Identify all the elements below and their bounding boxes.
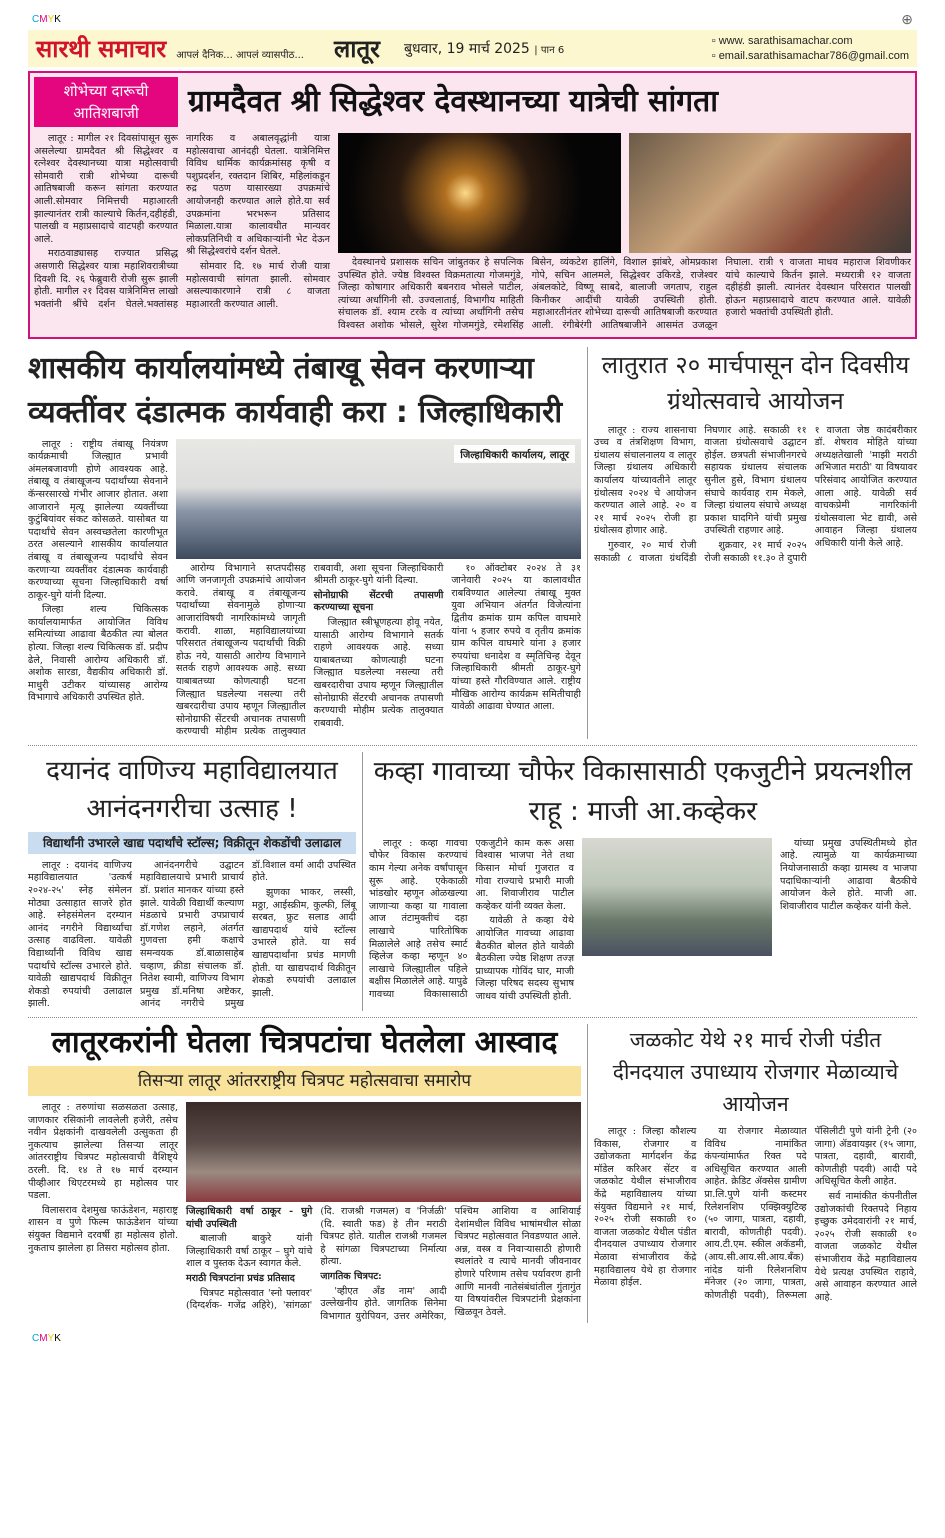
- kavha-body-2: यांच्या प्रमुख उपस्थितीमध्ये होत आहे. त्यामुळे या कार्यक्रमाच्या नियोजनासाठी कव्हा ग्रामस्थ व भाजपा पदाधिकाऱ्यांनी आढावा बैठकीचे आयोजन केले होते. माजी आ. शिवाजीराव पाटील कव्हेकर यांनी केले.: [780, 837, 917, 912]
- kavha-body-1: लातूर : कव्हा गावचा चौफेर विकास करण्याचं काम गेल्या अनेक वर्षांपासून सुरू आहे. एकेकाळी भांडखोर म्हणून ओळखल्या जाणाऱ्या कव्हा या गावाला आज तंटामुक्तीचं दहा लाखाचे पारितोषिक मिळालेले आहे तसेच स्मार्ट व्हिलेज कव्हा म्हणून ४० लाखाचे जिल्ह्यातील पहिले बक्षीस मिळालेले आहे. यापुढे गावच्या विकासासाठी एकजुटीने काम करू असा विश्वास भाजपा नेते तथा किसान मोर्चा गुजरात व गोवा राज्याचे प्रभारी माजी आ. शिवाजीराव पाटील कव्हेकर यांनी व्यक्त केला. यावेळी ते कव्हा येथे आयोजित गावच्या आढावा बैठकीत बोलत होते यावेळी बैठकीला ज्येष्ठ शिक्षण तज्ज्ञ प्राध्यापक गोविंद घार, माजी जिल्हा परिषद सदस्य सुभाष जाधव यांची उपस्थिती होती.: [369, 837, 574, 1002]
- cmyk-mark-bottom: CMYK: [32, 1332, 61, 1344]
- lead-body-2: देवस्थानचे प्रशासक सचिन जांबुतकर हे सपत्निक उपस्थित होते. ज्येष्ठ विश्वस्त विक्रमतात्या गोजमगुंडे, जिल्हा कोषागार अधिकारी बबनराव भोसले पाटील, त्यांच्या अर्धांगिनी सौ. उज्वलाताई, विभागीय माहिती संचालक डॉ. श्याम टरके व त्यांच्या अर्धांगिनी तसेच विश्वस्त अशोक भोसले, सुरेश गोजमगुंडे, रमेशसिंह बिसेन, व्यंकटेश हालिंगे, विशाल झांबरे, ओमप्रकाश गोपे, सचिन आलमले, सिद्धेश्वर उकिरडे, राजेश्वर अंबलकोटे, विष्णू साबदे, बालाजी जगताप, राहुल किनीकर आदींची यावेळी उपस्थिती होती. महाआरतीनंतर शोभेच्या दारूची आतिषबाजी करण्यात आली. रंगीबेरंगी आतिषबाजीने आसमंत उजळून निघाला. रात्री ९ वाजता माधव महाराज शिवणीकर यांचे काल्याचे किर्तन झाले. मध्यरात्री १२ वाजता दहीहंडी झाली. त्यानंतर देवस्थान परिसरात पालखी होऊन महाप्रसादाचे वाटप करण्यात आले. यावेळी हजारो भक्तांची उपस्थिती होती.: [338, 257, 911, 331]
- issue-date: बुधवार, 19 मार्च 2025 | पान 6: [403, 41, 565, 57]
- temple-aarti-photo: [629, 133, 912, 253]
- section-tobacco-granthotsav: [28, 347, 917, 739]
- tobacco-body-2: आरोग्य विभागाने सप्तपदीसह आणि जनजागृती उपक्रमांचे आयोजन करावे. तंबाखू व तंबाखूजन्य पदार्थांच्या सेवनामुळे होणाऱ्या आजारांविषयी नागरिकांमध्ये जागृती करावी. शाळा, महाविद्यालयांच्या परिसरात तंबाखूजन्य पदार्थांची विक्री होऊ नये, यासाठी आरोग्य विभागाने सतर्क राहणे आवश्यक आहे. सध्या याबाबतच्या कोणत्याही घटना जिल्ह्यात घडलेल्या नसल्या तरी खबरदारीचा उपाय म्हणून जिल्ह्यातील सोनोग्राफी सेंटरची अचानक तपासणी करण्याची मोहीम प्रत्येक तालुक्यात राबवावी, अशा सूचना जिल्हाधिकारी श्रीमती ठाकूर-घुगे यांनी दिल्या. सोनोग्राफी सेंटरची तपासणी करण्याच्या सूचना जिल्ह्यात स्त्रीभ्रूणहत्या होवू नयेत, यासाठी आरोग्य विभागाने सतर्क राहणे आवश्यक आहे. सध्या याबाबतच्या कोणत्याही घटना जिल्ह्यात घडलेल्या नसल्या तरी खबरदारीचा उपाय म्हणून जिल्ह्यातील सोनोग्राफी सेंटरची अचानक तपासणी करण्याची मोहीम प्रत्येक तालुक्यात राबवावी. १० ऑक्टोबर २०२४ ते ३१ जानेवारी २०२५ या कालावधीत राबविण्यात आलेल्या तंबाखू मुक्त युवा अभियान अंतर्गत विजेत्यांना द्वितीय क्रमांक ग्राम कपिल वाघमारे यांना ५ हजार रुपये व तृतीय क्रमांक ग्राम कपिल वाघमारे यांना ३ हजार रुपयांचा धनादेश व स्मृतिचिन्ह देवून जिल्हाधिकारी श्रीमती ठाकूर-घुगे यांच्या हस्ते गौरविण्यात आले. राष्ट्रीय मौखिक आरोग्य कार्यक्रम समितीचाही यावेळी आढावा घेण्यात आला.: [176, 562, 581, 738]
- dayanand-body: लातूर : दयानंद वाणिज्य महाविद्यालयात 'उत्कर्ष २०२४-२५' स्नेह संमेलन मोठ्या उत्साहात साजरे होत आहे. स्नेहसंमेलन दरम्यान आनंद नगरीने विद्यार्थ्यांचा उत्साह वाढविला. यावेळी विद्यार्थ्यांनी विविध खाद्य पदार्थांचे स्टॉल्स उभारले होते. यावेळी खाद्यपदार्थ विक्रीतून शेकडो रुपयांची उलाढाल झाली. आनंदनगरीचे उद्घाटन महाविद्यालयाचे प्रभारी प्राचार्य डॉ. प्रशांत मानकर यांच्या हस्ते झाले. यावेळी विद्यार्थी कल्याण मंडळाचे प्रभारी उपप्राचार्य डॉ.गणेश लहाने, अंतर्गत गुणवत्ता हमी कक्षाचे समन्वयक डॉ.बाळासाहेब चव्हाण, क्रीडा संचालक डॉ. नितेश स्वामी, वाणिज्य विभाग प्रमुख डॉ.मनिषा अष्टेकर, आनंद नगरीचे प्रमुख डॉ.विशाल वर्मा आदी उपस्थित होते. झुणका भाकर, लस्सी, मठ्ठा, आईस्क्रीम, कुल्फी, लिंबू सरबत, फ्रुट सलाड आदी खाद्यपदार्थ यांचे स्टॉल्स उभारले होते. या सर्व खाद्यपदार्थांना प्रचंड मागणी होती. या खाद्यपदार्थ विक्रीतून शेकडो रुपयांची उलाढाल झाली.: [28, 859, 356, 1010]
- contact-info: [712, 34, 909, 64]
- film-subhead-collector: जिल्हाधिकारी वर्षा ठाकूर - घुगे यांची उपस्थिती: [186, 1206, 313, 1230]
- granthotsav-headline: लातुरात २० मार्चपासून दोन दिवसीय ग्रंथोत्सवाचे आयोजन: [601, 350, 910, 415]
- lead-headline: ग्रामदैवत श्री सिद्धेश्वर देवस्थानच्या यात्रेची सांगता: [188, 84, 718, 119]
- dayanand-strap: विद्यार्थांनी उभारले खाद्य पदार्थांचे स्टॉल्स; विक्रीतून शेकडोंची उलाढाल: [28, 832, 356, 854]
- film-subhead-world: जागतिक चित्रपट:: [320, 1270, 382, 1282]
- jalkot-article: [594, 1024, 917, 1323]
- lead-media-column: [338, 133, 911, 333]
- kavha-article: [369, 752, 917, 1011]
- lead-article: [28, 71, 917, 339]
- edition-city: लातूर: [333, 35, 380, 63]
- photo-caption: जिल्हाधिकारी कार्यालय, लातूर: [454, 445, 575, 463]
- kavha-headline: कव्हा गावाच्या चौफेर विकासासाठी एकजुटीने प्रयत्नशील राहू : माजी आ.कव्हेकर: [373, 755, 913, 827]
- film-body-1: लातूर : तरुणांचा सळसळता उत्साह, जाणकार रसिकांनी लावलेली हजेरी, तसेच नवीन प्रेक्षकांनी दाखवलेली उत्सुकता ही नुकत्याच झालेल्या तिसऱ्या लातूर आंतरराष्ट्रीय चित्रपट महोत्सवाची वैशिष्ट्ये ठरली. दि. १४ ते १७ मार्च दरम्यान पीव्हीआर थिएटरमध्ये हा महोत्सव पार पडला. विलासराव देशमुख फाऊंडेशन, महाराष्ट्र शासन व पुणे फिल्म फाऊंडेशन यांच्या संयुक्त विद्यमाने दरवर्षी हा महोत्सव होतो. नुकताच झालेला हा तिसरा महोत्सव होता.: [28, 1102, 178, 1254]
- granthotsav-body: लातूर : राज्य शासनाचा उच्च व तंत्रशिक्षण विभाग, ग्रंथालय संचालनालय व लातूर जिल्हा ग्रंथालय अधिकारी कार्यालय यांच्यावतीने लातूर ग्रंथोत्सव २०२४ चे आयोजन करण्यात आले आहे. २० व २१ मार्च २०२५ रोजी हा ग्रंथोत्सव होणार आहे. गुरुवार, २० मार्च रोजी सकाळी ८ वाजता ग्रंथदिंडी निघणार आहे. सकाळी ११ वाजता ग्रंथोत्सवाचे उद्घाटन होईल. छत्रपती संभाजीनगरचे सहायक ग्रंथालय संचालक सुनील हुसे, विभाग ग्रंथालय संघाचे कार्यवाह राम मेकले, जिल्हा ग्रंथालय संघाचे अध्यक्ष प्रकाश घादगिने यांची प्रमुख उपस्थिती राहणार आहे. शुक्रवार, २१ मार्च २०२५ रोजी सकाळी ११.३० ते दुपारी १ वाजता जेष्ठ कादंबरीकार डॉ. शेषराव मोहिते यांच्या अध्यक्षतेखाली 'माझी मराठी अभिजात मराठी' या विषयावर परिसंवाद आयोजित करण्यात आला आहे. यावेळी सर्व वाचकप्रेमी नागरिकांनी ग्रंथोत्सवाला भेट द्यावी, असे आवाहन जिल्हा ग्रंथालय अधिकारी यांनी केले आहे.: [594, 424, 917, 564]
- section-divider: [28, 745, 917, 746]
- film-festival-photo: [186, 1102, 581, 1202]
- film-subhead-marathi: मराठी चित्रपटांना प्रचंड प्रतिसाद: [186, 1272, 295, 1284]
- tobacco-article: [28, 347, 581, 739]
- granthotsav-article: [594, 347, 917, 739]
- film-strap: तिसऱ्या लातूर आंतरराष्ट्रीय चित्रपट महोत्सवाचा समारोप: [28, 1066, 581, 1096]
- dayanand-headline: दयानंद वाणिज्य महाविद्यालयात आनंदनगरीचा उत्साह !: [46, 755, 338, 824]
- lead-body-1: लातूर : मागील २१ दिवसांपासून सुरू असलेल्या ग्रामदैवत श्री सिद्धेश्वर व रत्नेश्वर देवस्थानच्या यात्रा महोत्सवाची सोमवारी रात्री शोभेच्या दारूची आतिषबाजी करून सांगता करण्यात आली.सोमवार निमित्तची महाआरती झाल्यानंतर रात्री काल्याचे किर्तन,दहीहंडी, पालखी व महाप्रसादाचे वाटपही करण्यात आले. मराठवाड्यासह राज्यात प्रसिद्ध असणारी सिद्धेश्वर यात्रा महाशिवरात्रीच्या दिवशी दि. २६ फेब्रुवारी रोजी सुरू झाली होती. मागील २१ दिवस यात्रेनिमित्त लाखो भक्तांनी श्रींचे दर्शन घेतले.भक्तांसह नागरिक व अबालवृद्धांनी यात्रा महोत्सवाचा आनंदही घेतला. यात्रेनिमित्त विविध धार्मिक कार्यक्रमांसह कृषी व पशुप्रदर्शन, रक्तदान शिबिर, महिलांकडून रुद्र पठण यासारख्या उपक्रमांचे आयोजनही करण्यात आले होते.या सर्व उपक्रमांना भरभरून प्रतिसाद मिळाला.यात्रा कालावधीत मान्यवर लोकप्रतिनिधी व अधिकाऱ्यांनी भेट देऊन श्री सिद्धेश्वरांचे दर्शन घेतले. सोमवार दि. १७ मार्च रोजी यात्रा महोत्सवाची सांगता झाली. सोमवार असल्याकारणाने रात्री ८ वाजता महाआरती करण्यात आली.: [34, 133, 330, 310]
- masthead: [28, 30, 917, 67]
- tobacco-subhead: सोनोग्राफी सेंटरची तपासणी करण्याच्या सूचना: [313, 589, 444, 614]
- fireworks-photo: [338, 133, 621, 253]
- column-divider: [362, 752, 363, 1011]
- tobacco-headline: शासकीय कार्यालयांमध्ये तंबाखू सेवन करणाऱ्या व्यक्तींवर दंडात्मक कार्यवाही करा : जिल्हाधिकारी: [28, 350, 563, 430]
- jalkot-headline: जळकोट येथे २१ मार्च रोजी पंडीत दीनदयाल उपाध्याय रोजगार मेळाव्याचे आयोजन: [612, 1028, 899, 1116]
- film-headline: लातूरकरांनी घेतला चित्रपटांचा घेतलेला आस्वाद: [51, 1025, 558, 1060]
- website-link[interactable]: ▫ www. sarathisamachar.com: [711, 34, 853, 47]
- column-divider: [587, 347, 588, 739]
- lead-label: शोभेच्या दारूची आतिशबाजी: [34, 77, 178, 127]
- column-divider: [587, 1024, 588, 1323]
- section-dayanand-kavha: [28, 752, 917, 1011]
- collector-meeting-photo: [176, 439, 581, 559]
- kavha-meeting-photo: [582, 838, 772, 956]
- dayanand-article: [28, 752, 356, 1011]
- registration-mark-icon: ⊕: [901, 10, 913, 27]
- film-body-2: जिल्हाधिकारी वर्षा ठाकूर - घुगे यांची उपस्थिती बालाजी बाकुरे यांनी जिल्हाधिकारी वर्षा ठाकूर – घुगे यांचे शाल व पुस्तक देऊन स्वागत केले. मराठी चित्रपटांना प्रचंड प्रतिसाद चित्रपट महोत्सवात 'स्नो फ्लावर' (दिग्दर्शक- गजेंद्र अहिरे), 'सांगळा' (दि. राजश्री गजमल) व 'निर्जळी' (दि. स्वाती फड) हे तीन मराठी चित्रपट होते. यातील राजश्री गजमल हे सांगळा चित्रपटाच्या निर्मात्या होत्या. जागतिक चित्रपट: 'व्हीएत ॲंड नाम' आदी उल्लेखनीय होते. जागतिक सिनेमा विभागात युरोपियन, उत्तर अमेरिका, पश्चिम आशिया व आशियाई देशांमधील विविध भाषांमधील सोळा चित्रपट महोत्सवात निवडण्यात आले. अन्न, वस्त्र व निवाऱ्यासाठी होणारी स्थलांतरे व त्याचे मानवी जीवनावर होणारे परिणाम तसेच पर्यावरण हानी आणि मानवी नातेसंबंधांतील गुंतागुंत या विषयांवरील चित्रपटांनी प्रेक्षकांना खिळवून ठेवले.: [186, 1206, 581, 1322]
- film-article: [28, 1024, 581, 1323]
- section-divider: [28, 1017, 917, 1018]
- section-film-jalkot: [28, 1024, 917, 1323]
- email-link[interactable]: ▫ email.sarathisamachar786@gmail.com: [711, 49, 909, 62]
- cmyk-mark-top: CMYK ⊕: [32, 10, 913, 27]
- tobacco-body-1: लातूर : राष्ट्रीय तंबाखू नियंत्रण कार्यक्रमाची जिल्ह्यात प्रभावी अंमलबजावणी होणे आवश्यक आहे. तंबाखू व तंबाखूजन्य पदार्थांच्या सेवनाने कॅन्सरसारखे गंभीर आजार होतात. अशा आजाराने मृत्यू झालेल्या व्यक्तींच्या कुटुंबियांवर संकट कोसळते. यासोबत या पदार्थांचे सेवन अस्वच्छतेला कारणीभूत ठरत असल्याने शासकीय कार्यालयात तंबाखू व तंबाखूजन्य पदार्थांचे सेवन करणाऱ्या व्यक्तींवर दंडात्मक कार्यवाही करण्याच्या सूचना जिल्हाधिकारी वर्षा ठाकूर-घुगे यांनी दिल्या. जिल्हा शल्य चिकित्सक कार्यालयामार्फत आयोजित विविध समित्यांच्या आढावा बैठकीत त्या बोलत होत्या. जिल्हा शल्य चिकित्सक डॉ. प्रदीप ढेले, निवासी आरोग्य अधिकारी डॉ. अशोक सारडा, वैद्यकीय अधिकारी डॉ. माधुरी उटीकर यांच्यासह आरोग्य विभागाचे अधिकारी उपस्थित होते.: [28, 438, 168, 704]
- brand-logo: सारथी समाचार: [36, 35, 167, 63]
- tagline: आपलं दैनिक... आपलं व्यासपीठ...: [176, 49, 304, 61]
- jalkot-body: लातूर : जिल्हा कौशल्य विकास, रोजगार व उद्योजकता मार्गदर्शन केंद्र मॉडेल करिअर सेंटर व जळकोट येथील संभाजीराव केंद्रे महाविद्यालय यांच्या संयुक्त विद्यमाने २१ मार्च, २०२५ रोजी सकाळी १० वाजता जळकोट येथील पंडीत दीनदयाल उपाध्याय रोजगार मेळावा संभाजीराव केंद्रे महाविद्यालय येथे हा रोजगार मेळावा होईल. या रोजगार मेळाव्यात विविध नामांकित कंपन्यांमार्फत रिक्त पदे अधिसूचित करण्यात आली आहेत. क्रेडिट ॲक्सेस ग्रामीण प्रा.लि.पुणे यांनी कस्टमर रिलेशनशिप एक्झिक्युटिव्ह (५० जागा, पात्रता, दहावी, बारावी, कोणतीही पदवी). आय.टी.एम. स्कील अकॅडमी, (आय.सी.आय.सी.आय.बँक) नांदेड यांनी रिलेशनशिप मॅनेजर (२० जागा, पात्रता, कोणतीही पदवी), तिरूमला पॅसिलीटी पुणे यांनी ट्रेनी (२० जागा) ॲडवायझर (१५ जागा, पात्रता, दहावी, बारावी, कोणतीही पदवी) आदी पदे अधिसूचित केली आहेत. सर्व नामांकीत कंपनीतील उद्योजकांची रिक्तपदे निहाय इच्छुक उमेदवारांनी २१ मार्च, २०२५ रोजी सकाळी १० वाजता जळकोट येथील संभाजीराव केंद्रे महाविद्यालय येथे प्रत्यक्ष उपस्थित राहावे, असे आवाहन करण्यात आले आहे.: [594, 1126, 917, 1303]
